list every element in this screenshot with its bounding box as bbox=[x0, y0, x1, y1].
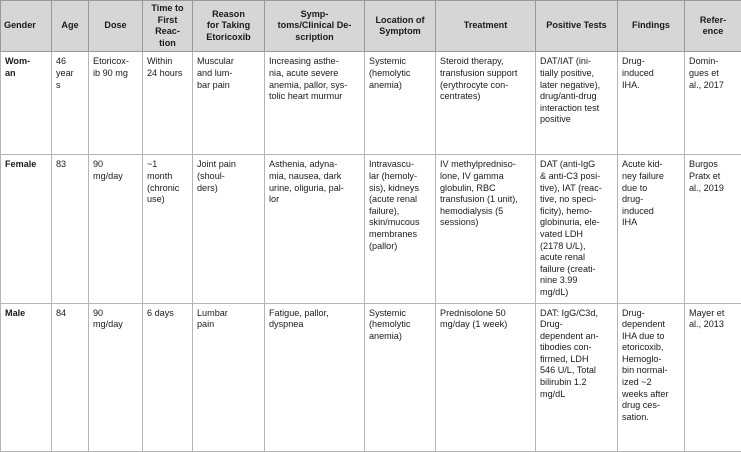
cell-age: 84 bbox=[52, 303, 89, 451]
col-header-findings: Findings bbox=[618, 1, 685, 52]
cell-findings: Drug- induced IHA. bbox=[618, 52, 685, 155]
cell-gender: Wom- an bbox=[1, 52, 52, 155]
col-header-positive-tests: Positive Tests bbox=[536, 1, 618, 52]
col-header-gender: Gender bbox=[1, 1, 52, 52]
table-row bbox=[1, 155, 741, 303]
cell-reference: Burgos Pratx et al., 2019 bbox=[685, 155, 741, 303]
col-header-age: Age bbox=[52, 1, 89, 52]
cell-time: 6 days bbox=[143, 303, 193, 451]
cell-time: ~1 month (chronic use) bbox=[143, 155, 193, 303]
col-header-dose: Dose bbox=[89, 1, 143, 52]
col-header-time-to-reaction: Time to First Reac- tion bbox=[143, 1, 193, 52]
cell-age: 46 year s bbox=[52, 52, 89, 155]
table-row bbox=[1, 303, 741, 451]
cell-findings: Acute kid- ney failure due to drug- induced IHA bbox=[618, 155, 685, 303]
header-row bbox=[1, 1, 741, 52]
cell-dose: 90 mg/day bbox=[89, 155, 143, 303]
cell-symptoms: Increasing asthe- nia, acute severe anemia, pallor, sys- tolic heart murmur bbox=[265, 52, 365, 155]
col-header-reason: Reason for Taking Etoricoxib bbox=[193, 1, 265, 52]
cell-location: Systemic (hemolytic anemia) bbox=[365, 303, 436, 451]
col-header-reference: Refer- ence bbox=[685, 1, 741, 52]
cell-symptoms: Fatigue, pallor, dyspnea bbox=[265, 303, 365, 451]
cell-reason: Lumbar pain bbox=[193, 303, 265, 451]
col-header-symptoms: Symp- toms/Clinical De- scription bbox=[265, 1, 365, 52]
cell-symptoms: Asthenia, adyna- mia, nausea, dark urine, oliguria, pal- lor bbox=[265, 155, 365, 303]
cell-location: Systemic (hemolytic anemia) bbox=[365, 52, 436, 155]
cell-treatment: Prednisolone 50 mg/day (1 week) bbox=[436, 303, 536, 451]
cell-reason: Muscular and lum- bar pain bbox=[193, 52, 265, 155]
cell-age: 83 bbox=[52, 155, 89, 303]
cell-dose: Etoricox- ib 90 mg bbox=[89, 52, 143, 155]
cell-gender: Female bbox=[1, 155, 52, 303]
cell-reference: Domin- gues et al., 2017 bbox=[685, 52, 741, 155]
cell-location: Intravascu- lar (hemoly- sis), kidneys (acute renal failure), skin/mucous membranes (pallor) bbox=[365, 155, 436, 303]
cell-reference: Mayer et al., 2013 bbox=[685, 303, 741, 451]
cell-treatment: IV methylpredniso- lone, IV gamma globulin, RBC transfusion (1 unit), hemodialysis (5 sessions) bbox=[436, 155, 536, 303]
col-header-location: Location of Symptom bbox=[365, 1, 436, 52]
cell-time: Within 24 hours bbox=[143, 52, 193, 155]
cell-gender: Male bbox=[1, 303, 52, 451]
table-row bbox=[1, 52, 741, 155]
cell-positive-tests: DAT (anti-IgG & anti-C3 posi- tive), IAT (reac- tive, no speci- ficity), hemo- globinuria, ele- vated LDH (2178 U/L), acute renal failure (creati- nine 3.99 mg/dL) bbox=[536, 155, 618, 303]
cell-reason: Joint pain (shoul- ders) bbox=[193, 155, 265, 303]
col-header-treatment: Treatment bbox=[436, 1, 536, 52]
cell-findings: Drug- dependent IHA due to etoricoxib, Hemoglo- bin normal- ized ~2 weeks after drug ces- sation. bbox=[618, 303, 685, 451]
cell-treatment: Steroid therapy, transfusion support (erythrocyte con- centrates) bbox=[436, 52, 536, 155]
cell-positive-tests: DAT/IAT (ini- tially positive, later negative), drug/anti-drug interaction test positive bbox=[536, 52, 618, 155]
cell-positive-tests: DAT: IgG/C3d, Drug- dependent an- tibodies con- firmed, LDH 546 U/L, Total bilirubin 1.2 mg/dL bbox=[536, 303, 618, 451]
cell-dose: 90 mg/day bbox=[89, 303, 143, 451]
